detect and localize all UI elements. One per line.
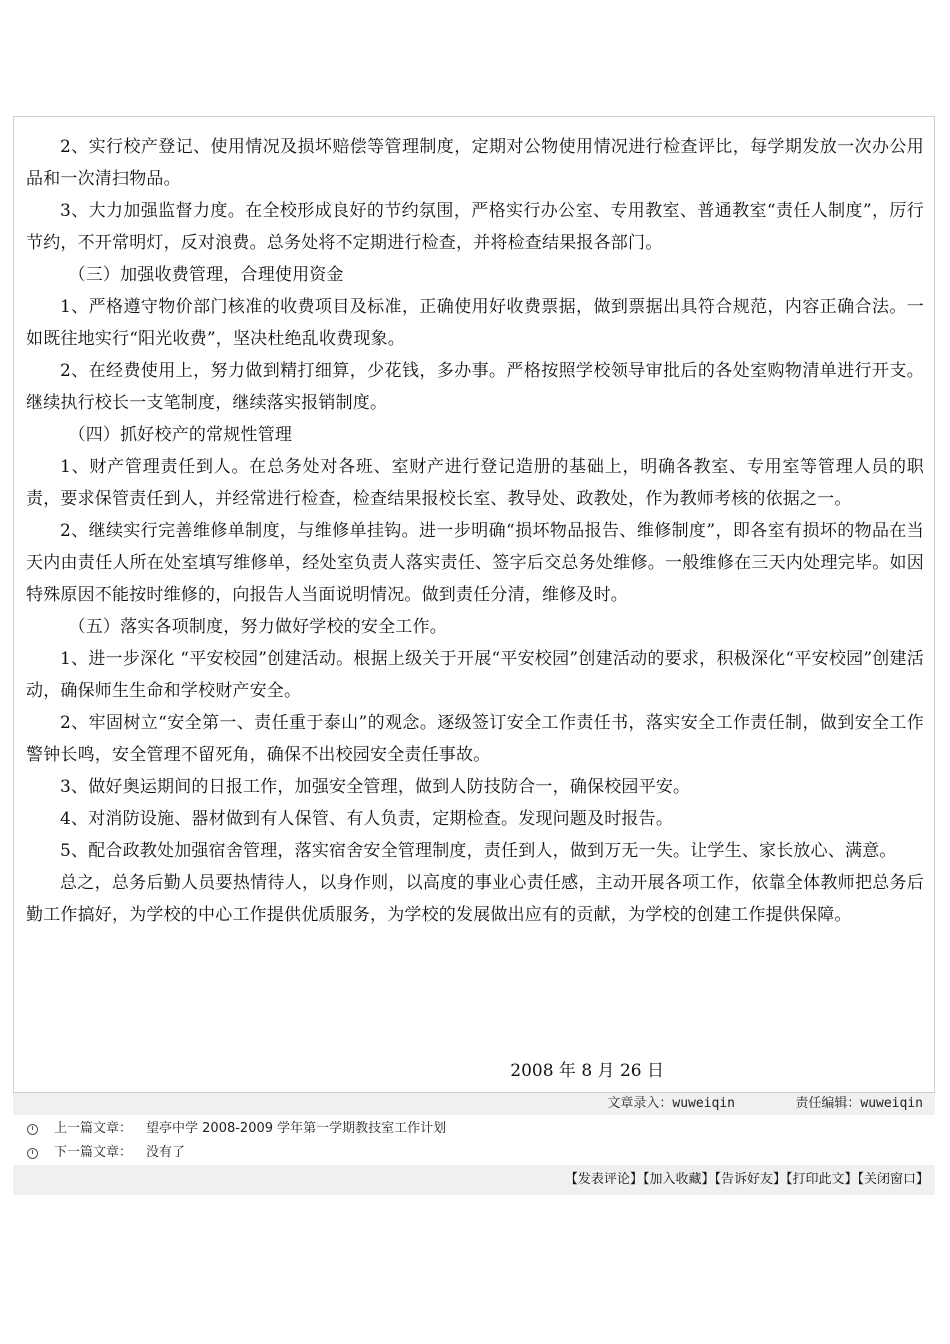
article-date: 2008 年 8 月 26 日 [510, 1061, 664, 1081]
article-paragraph: 4、对消防设施、器材做到有人保管、有人负责，定期检查。发现问题及时报告。 [60, 809, 674, 829]
article-paragraph: 总之，总务后勤人员要热情待人，以身作则，以高度的事业心责任感，主动开展各项工作，依靠全体教师把总务后勤工作搞好，为学校的中心工作提供优质服务，为学校的发展做出应有的贡献，为学校的创建工作提供保障。 [26, 873, 924, 925]
section-heading: （三）加强收费管理，合理使用资金 [68, 265, 344, 285]
article-action-bar [13, 1165, 935, 1195]
article-body [26, 131, 924, 931]
article-content-box [13, 116, 935, 1093]
responsible-editor: 责任编辑：wuweiqin [795, 1096, 923, 1111]
section-heading: （五）落实各项制度，努力做好学校的安全工作。 [68, 617, 447, 637]
article-paragraph: 5、配合政教处加强宿舍管理，落实宿舍安全管理制度，责任到人，做到万无一失。让学生、家长放心、满意。 [60, 841, 897, 861]
article-navigation [13, 1117, 935, 1165]
prev-article-link[interactable]: 望亭中学 2008-2009 学年第一学期教技室工作计划 [146, 1121, 447, 1136]
next-article-row [13, 1141, 935, 1165]
article-meta-bar [13, 1093, 935, 1115]
close-window-link[interactable]: 【关闭窗口】 [857, 1172, 929, 1187]
article-paragraph: 1、财产管理责任到人。在总务处对各班、室财产进行登记造册的基础上，明确各教室、专用室等管理人员的职责，要求保管责任到人，并经常进行检查，检查结果报校长室、教导处、政教处，作为教师考核的依据之一。 [26, 457, 924, 509]
article-paragraph: 3、做好奥运期间的日报工作，加强安全管理，做到人防技防合一，确保校园平安。 [60, 777, 691, 797]
print-article-link[interactable]: 【打印此文】 [785, 1172, 858, 1187]
article-paragraph: 2、实行校产登记、使用情况及损坏赔偿等管理制度，定期对公物使用情况进行检查评比，每学期发放一次办公用品和一次清扫物品。 [26, 137, 924, 189]
article-paragraph: 2、继续实行完善维修单制度，与维修单挂钩。进一步明确“损坏物品报告、维修制度”，即各室有损坏的物品在当天内由责任人所在处室填写维修单，经处室负责人落实责任、签字后交总务处维修。一般维修在三天内处理完毕。如因特殊原因不能按时维修的，向报告人当面说明情况。做到责任分清，维修及时。 [26, 521, 924, 605]
next-article-label: 下一篇文章： [54, 1145, 133, 1160]
article-paragraph: 1、严格遵守物价部门核准的收费项目及标准，正确使用好收费票据，做到票据出具符合规范，内容正确合法。一如既往地实行“阳光收费”，坚决杜绝乱收费现象。 [26, 297, 924, 349]
prev-article-label: 上一篇文章： [54, 1121, 133, 1136]
clock-bullet-icon [27, 1148, 38, 1159]
next-article-value: 没有了 [146, 1145, 186, 1160]
clock-bullet-icon [27, 1124, 38, 1135]
article-paragraph: 2、牢固树立“安全第一、责任重于泰山”的观念。逐级签订安全工作责任书，落实安全工作责任制，做到安全工作警钟长鸣，安全管理不留死角，确保不出校园安全责任事故。 [26, 713, 924, 765]
tell-friend-link[interactable]: 【告诉好友】 [714, 1172, 786, 1187]
add-favorite-link[interactable]: 【加入收藏】 [642, 1172, 715, 1187]
article-paragraph: 2、在经费使用上，努力做到精打细算，少花钱，多办事。严格按照学校领导审批后的各处室购物清单进行开支。继续执行校长一支笔制度，继续落实报销制度。 [26, 361, 924, 413]
article-paragraph: 3、大力加强监督力度。在全校形成良好的节约氛围，严格实行办公室、专用教室、普通教室“责任人制度”，厉行节约，不开常明灯，反对浪费。总务处将不定期进行检查，并将检查结果报各部门。 [26, 201, 924, 253]
section-heading: （四）抓好校产的常规性管理 [68, 425, 293, 445]
article-paragraph: 1、进一步深化 “平安校园”创建活动。根据上级关于开展“平安校园”创建活动的要求，积极深化“平安校园”创建活动，确保师生生命和学校财产安全。 [26, 649, 924, 701]
prev-article-row [13, 1117, 935, 1141]
entry-author: 文章录入：wuweiqin [607, 1096, 735, 1111]
post-comment-link[interactable]: 【发表评论】 [564, 1172, 643, 1187]
